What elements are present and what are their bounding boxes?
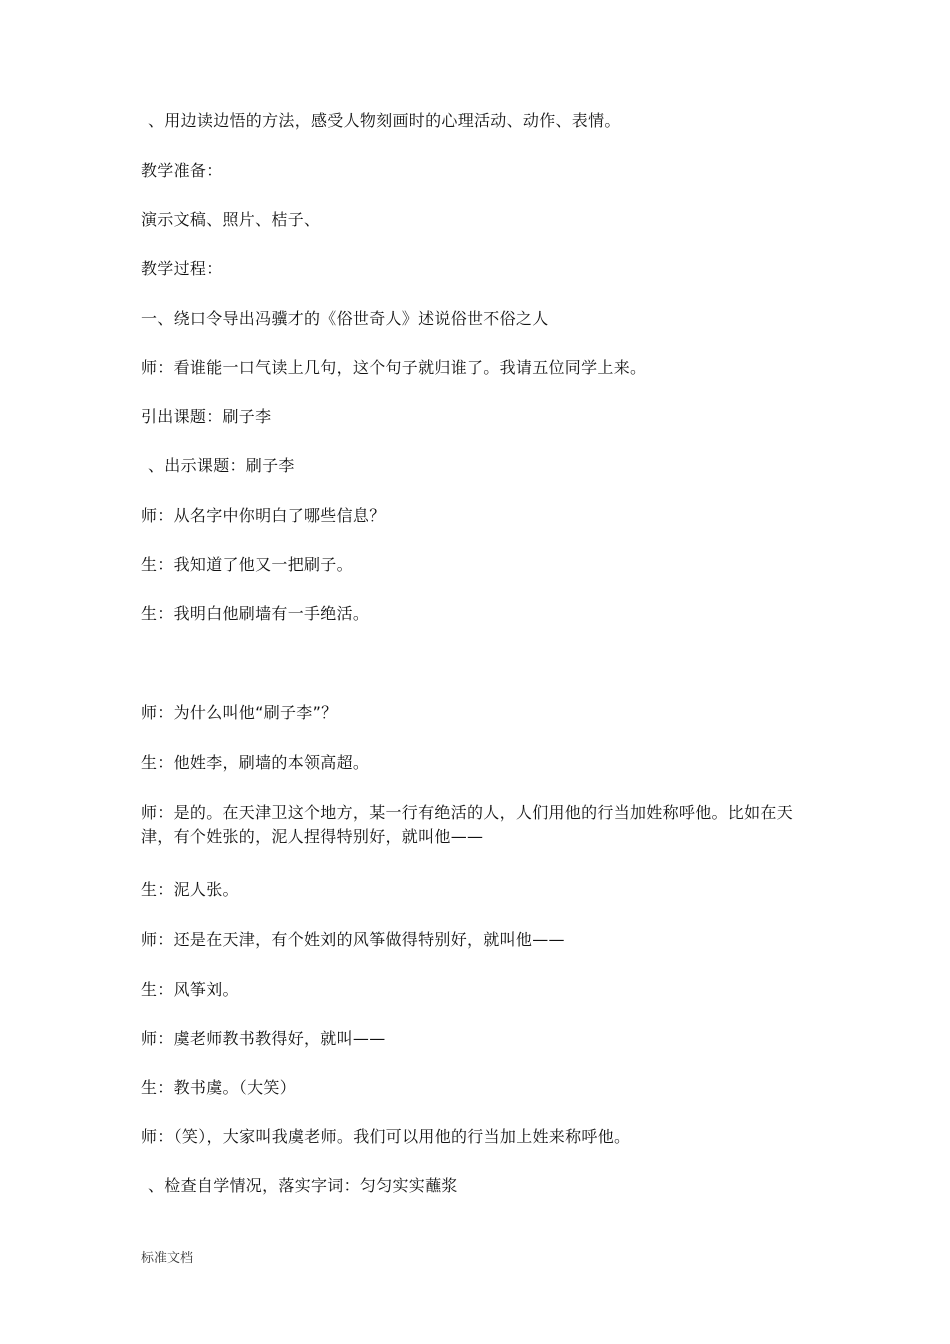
objective-line: 、用边读边悟的方法，感受人物刻画时的心理活动、动作、表情。 [148,111,621,130]
topic-intro-line: 引出课题：刷子李 [141,407,272,426]
dialogue-line: 师：看谁能一口气读上几句，这个句子就归谁了。我请五位同学上来。 [141,358,647,377]
dialogue-line: 师：（笑），大家叫我虞老师。我们可以用他的行当加上姓来称呼他。 [141,1127,631,1146]
dialogue-line: 生：他姓李，刷墙的本领高超。 [141,753,370,772]
step-one-heading: 一、绕口令导出冯骥才的《俗世奇人》述说俗世不俗之人 [141,309,549,328]
section-heading-preparation: 教学准备： [141,161,223,180]
dialogue-line: 师：还是在天津，有个姓刘的风筝做得特别好，就叫他—— [141,930,565,949]
dialogue-paragraph: 师：是的。在天津卫这个地方，某一行有绝活的人，人们用他的行当加姓称呼他。比如在天津，有个姓张的，泥人捏得特别好，就叫他—— [141,803,794,846]
dialogue-line: 师：虞老师教书教得好，就叫—— [141,1029,386,1048]
preparation-items: 演示文稿、照片、桔子、 [141,210,321,229]
dialogue-line: 生：泥人张。 [141,880,239,899]
section-heading-process: 教学过程： [141,259,223,278]
dialogue-line: 生：风筝刘。 [141,980,239,999]
dialogue-line: 生：教书虞。（大笑） [141,1078,297,1097]
dialogue-line: 师：从名字中你明白了哪些信息？ [141,506,386,525]
show-topic-line: 、出示课题：刷子李 [148,456,295,475]
dialogue-line: 生：我明白他刷墙有一手绝活。 [141,604,370,623]
page-footer: 标准文档 [141,1251,194,1266]
dialogue-line: 师：为什么叫他“刷子李”？ [141,703,338,722]
dialogue-line: 生：我知道了他又一把刷子。 [141,555,353,574]
check-study-line: 、检查自学情况，落实字词：匀匀实实蘸浆 [148,1176,458,1195]
